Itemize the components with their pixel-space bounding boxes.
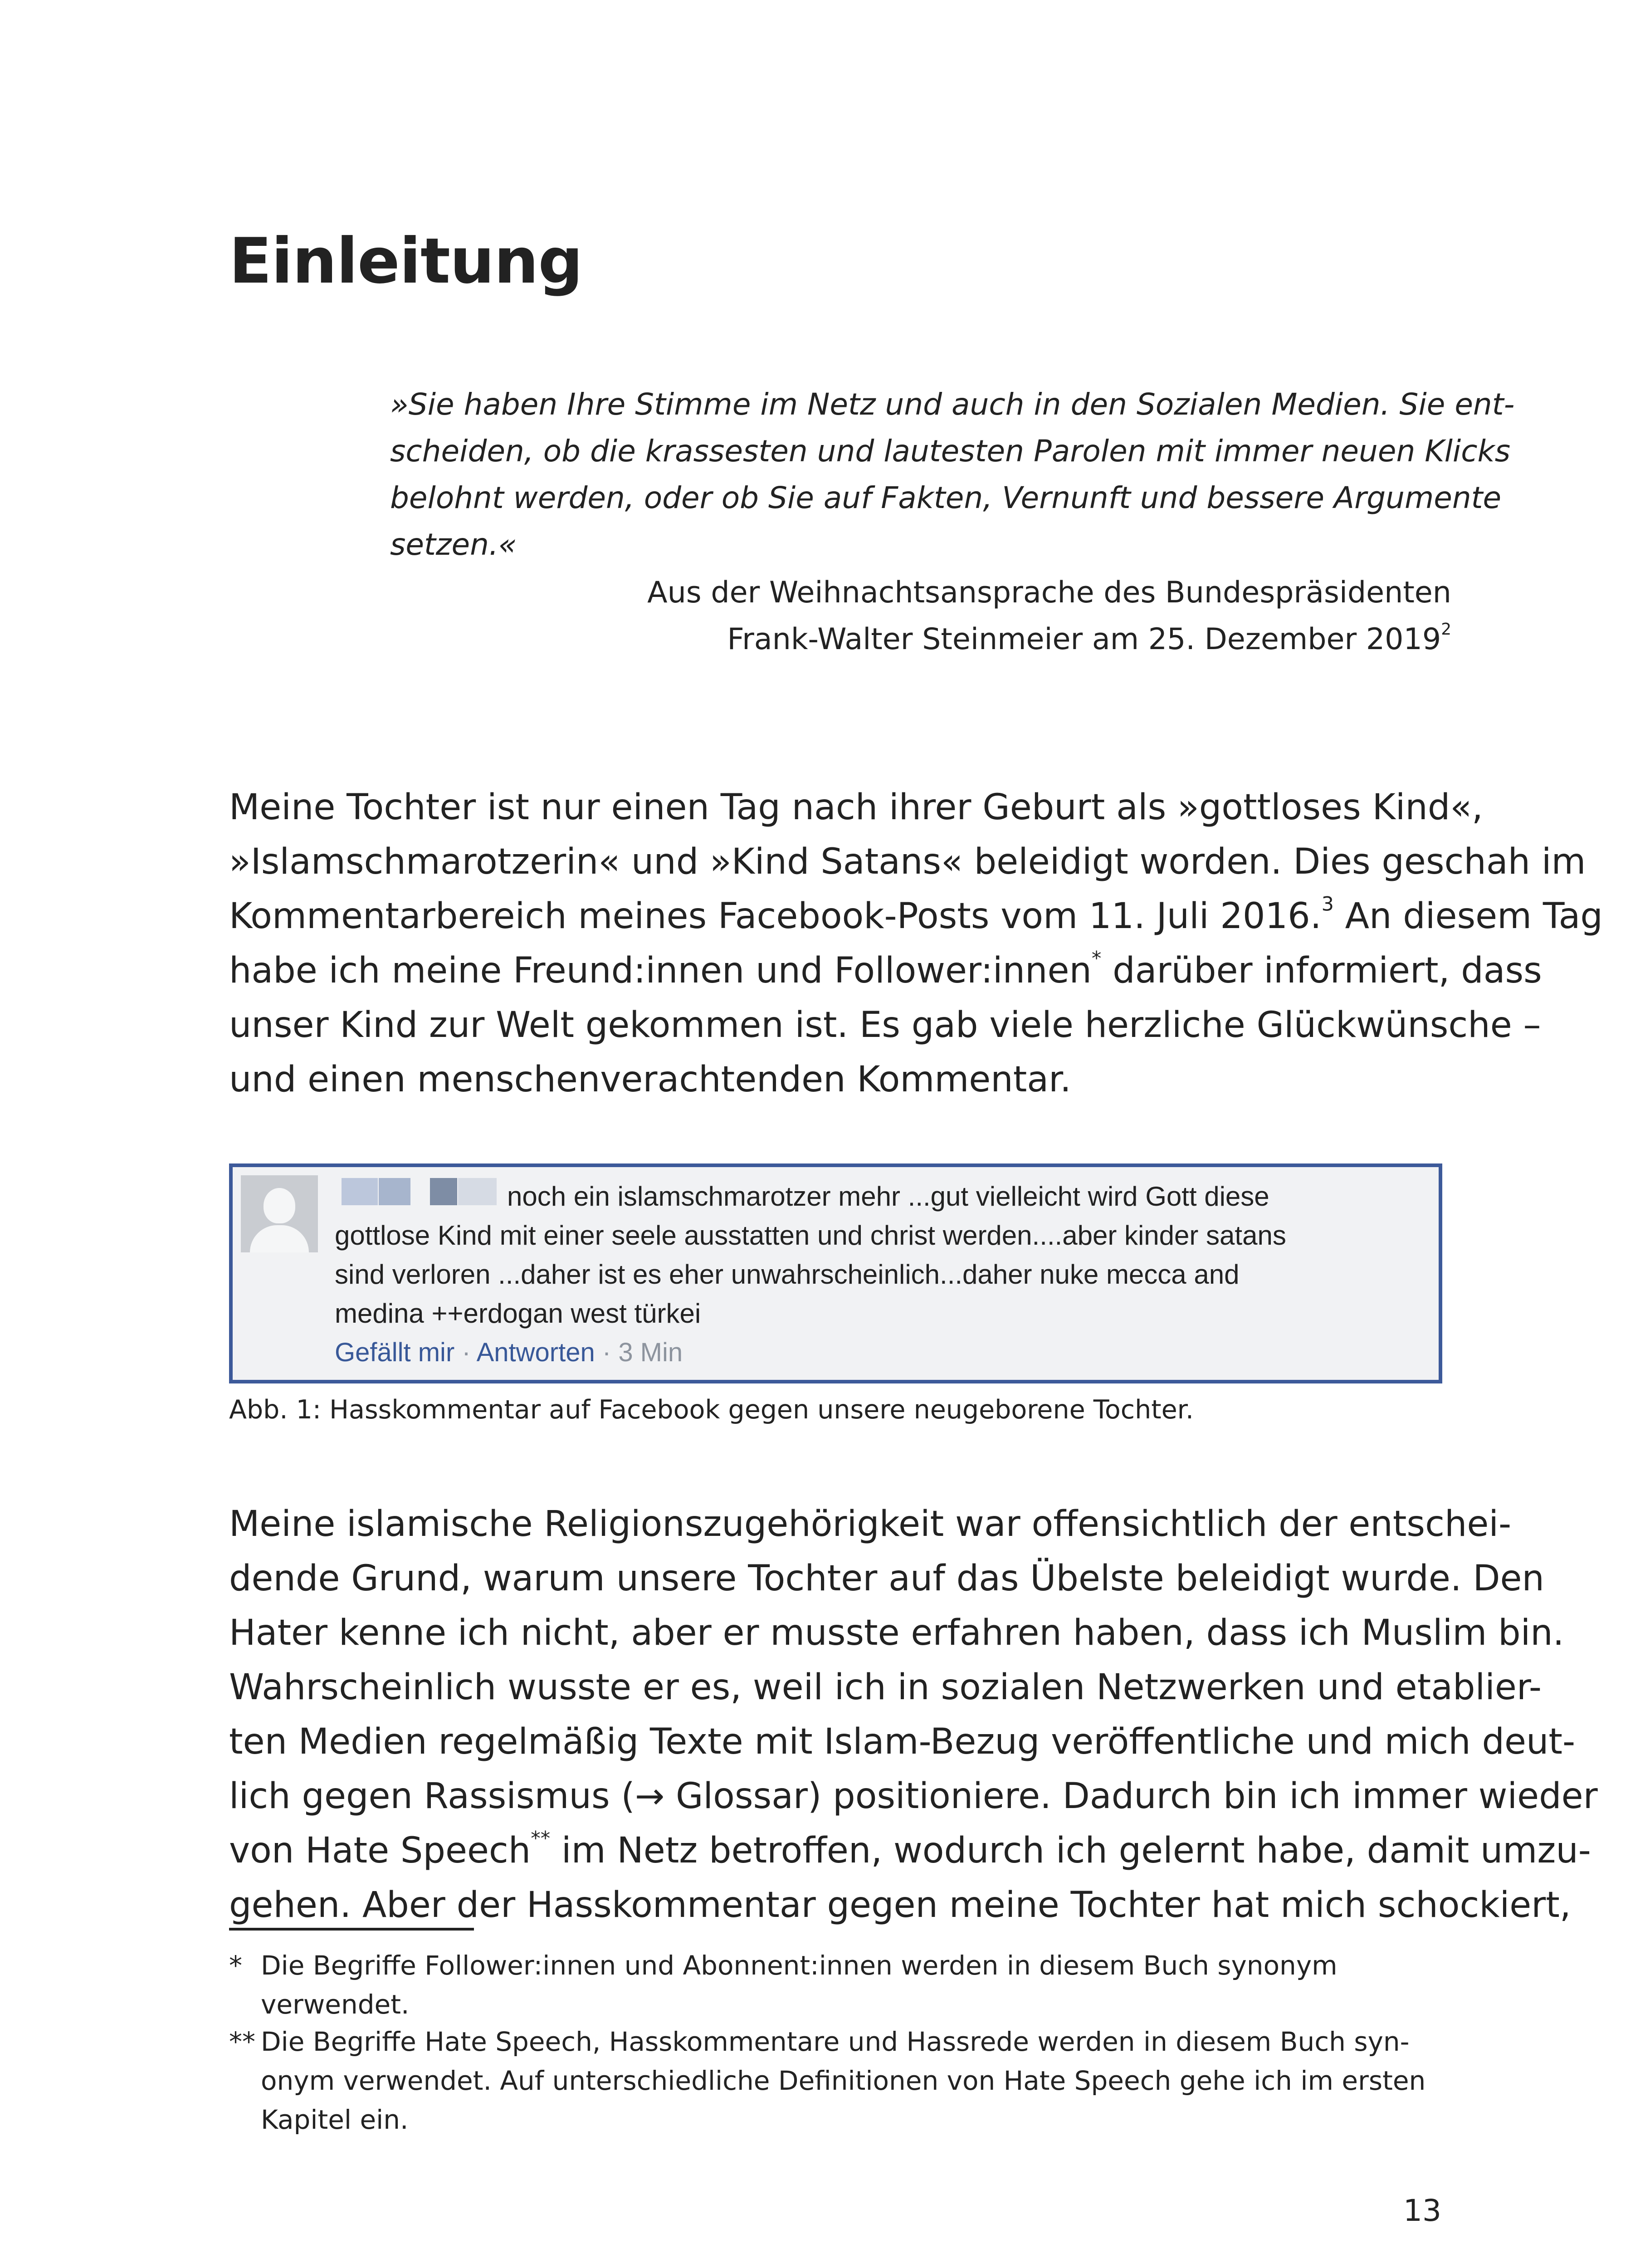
footnote	[229, 2022, 1426, 2139]
text-line: Meine Tochter ist nur einen Tag nach ihrer Geburt als »gottloses Kind«,	[229, 787, 1483, 828]
text-segment: Kommentarbereich meines Facebook-Posts vom 11. Juli 2016.	[229, 896, 1322, 937]
quote-line: scheiden, ob die krassesten und lautesten Parolen mit immer neuen Klicks	[390, 434, 1511, 469]
text-line: gehen. Aber der Hasskommentar gegen meine Tochter hat mich schockiert,	[229, 1885, 1571, 1926]
text-line	[229, 1823, 1591, 1878]
avatar	[241, 1175, 318, 1252]
text-segment: von Hate Speech	[229, 1830, 531, 1871]
text-segment: im Netz betroffen, wodurch ich gelernt habe, damit umzu-	[550, 1830, 1591, 1871]
separator: ·	[595, 1338, 619, 1367]
footnote-ref[interactable]: **	[531, 1827, 551, 1850]
text-line	[229, 943, 1542, 998]
text-segment: habe ich meine Freund:innen und Follower:innen	[229, 950, 1092, 991]
footnote-marker: **	[229, 2026, 255, 2057]
comment-line: noch ein islamschmarotzer mehr ...gut vielleicht wird Gott diese	[507, 1181, 1269, 1212]
footnote-ref[interactable]: 2	[1441, 620, 1451, 639]
footnote-divider	[229, 1928, 474, 1931]
text-line: dende Grund, warum unsere Tochter auf das Übelste beleidigt wurde. Den	[229, 1558, 1544, 1599]
facebook-comment-screenshot	[229, 1163, 1442, 1383]
footnote-marker: *	[229, 1950, 242, 1981]
footnote-line: Die Begriffe Hate Speech, Hasskommentare und Hassrede werden in diesem Buch syn-	[261, 2026, 1410, 2057]
like-link[interactable]: Gefällt mir	[335, 1338, 455, 1367]
epigraph-quote	[390, 381, 1515, 568]
quote-line: »Sie haben Ihre Stimme im Netz und auch in den Sozialen Medien. Sie ent-	[390, 387, 1515, 422]
text-segment: darüber informiert, dass	[1101, 950, 1542, 991]
reply-link[interactable]: Antworten	[476, 1338, 595, 1367]
footnote-line: Kapitel ein.	[261, 2104, 409, 2135]
footnote-ref[interactable]: 3	[1321, 893, 1334, 916]
footnote-line: Die Begriffe Follower:innen und Abonnent:innen werden in diesem Buch synonym	[261, 1950, 1338, 1981]
attribution-line: Frank-Walter Steinmeier am 25. Dezember 2019	[727, 622, 1441, 656]
comment-line: medina ++erdogan west türkei	[335, 1298, 701, 1329]
footnote	[229, 1946, 1426, 2024]
page-number: 13	[1403, 2193, 1441, 2228]
text-line: lich gegen Rassismus (→ Glossar) positioniere. Dadurch bin ich immer wieder	[229, 1776, 1598, 1817]
text-segment: An diesem Tag	[1333, 896, 1603, 937]
text-line	[229, 889, 1603, 943]
text-line: Hater kenne ich nicht, aber er musste erfahren haben, dass ich Muslim bin.	[229, 1613, 1564, 1653]
comment-time[interactable]: 3 Min	[618, 1338, 683, 1367]
figure-caption: Abb. 1: Hasskommentar auf Facebook gegen unsere neugeborene Tochter.	[229, 1395, 1194, 1425]
text-line: Wahrscheinlich wusste er es, weil ich in sozialen Netzwerken und etablier-	[229, 1667, 1542, 1708]
quote-line: setzen.«	[390, 527, 517, 562]
avatar-head-icon	[264, 1188, 295, 1223]
comment-text	[335, 1177, 1437, 1333]
body-paragraph-2	[229, 1497, 1598, 1932]
text-line: unser Kind zur Welt gekommen ist. Es gab viele herzliche Glückwünsche –	[229, 1005, 1541, 1046]
footnote-line: verwendet.	[261, 1989, 410, 2020]
comment-line: gottlose Kind mit einer seele ausstatten und christ werden....aber kinder satans	[335, 1220, 1286, 1251]
body-paragraph-1	[229, 780, 1603, 1107]
text-line: und einen menschenverachtenden Kommentar.	[229, 1059, 1071, 1100]
footnote-ref[interactable]: *	[1091, 947, 1102, 970]
text-line: »Islamschmarotzerin« und »Kind Satans« beleidigt worden. Dies geschah im	[229, 841, 1586, 882]
text-line: ten Medien regelmäßig Texte mit Islam-Bezug veröffentliche und mich deut-	[229, 1721, 1576, 1762]
text-line: Meine islamische Religionszugehörigkeit war offensichtlich der entschei-	[229, 1504, 1512, 1545]
comment-actions	[335, 1337, 683, 1368]
epigraph-attribution	[647, 569, 1451, 663]
separator: ·	[454, 1338, 477, 1367]
quote-line: belohnt werden, oder ob Sie auf Fakten, Vernunft und bessere Argumente	[390, 480, 1502, 515]
attribution-line: Aus der Weihnachtsansprache des Bundespräsidenten	[647, 576, 1451, 610]
footnote-line: onym verwendet. Auf unterschiedliche Definitionen von Hate Speech gehe ich im ersten	[261, 2065, 1426, 2096]
comment-line: sind verloren ...daher ist es eher unwahrscheinlich...daher nuke mecca and	[335, 1259, 1240, 1290]
avatar-body-icon	[250, 1225, 309, 1252]
page-title: Einleitung	[229, 225, 583, 298]
